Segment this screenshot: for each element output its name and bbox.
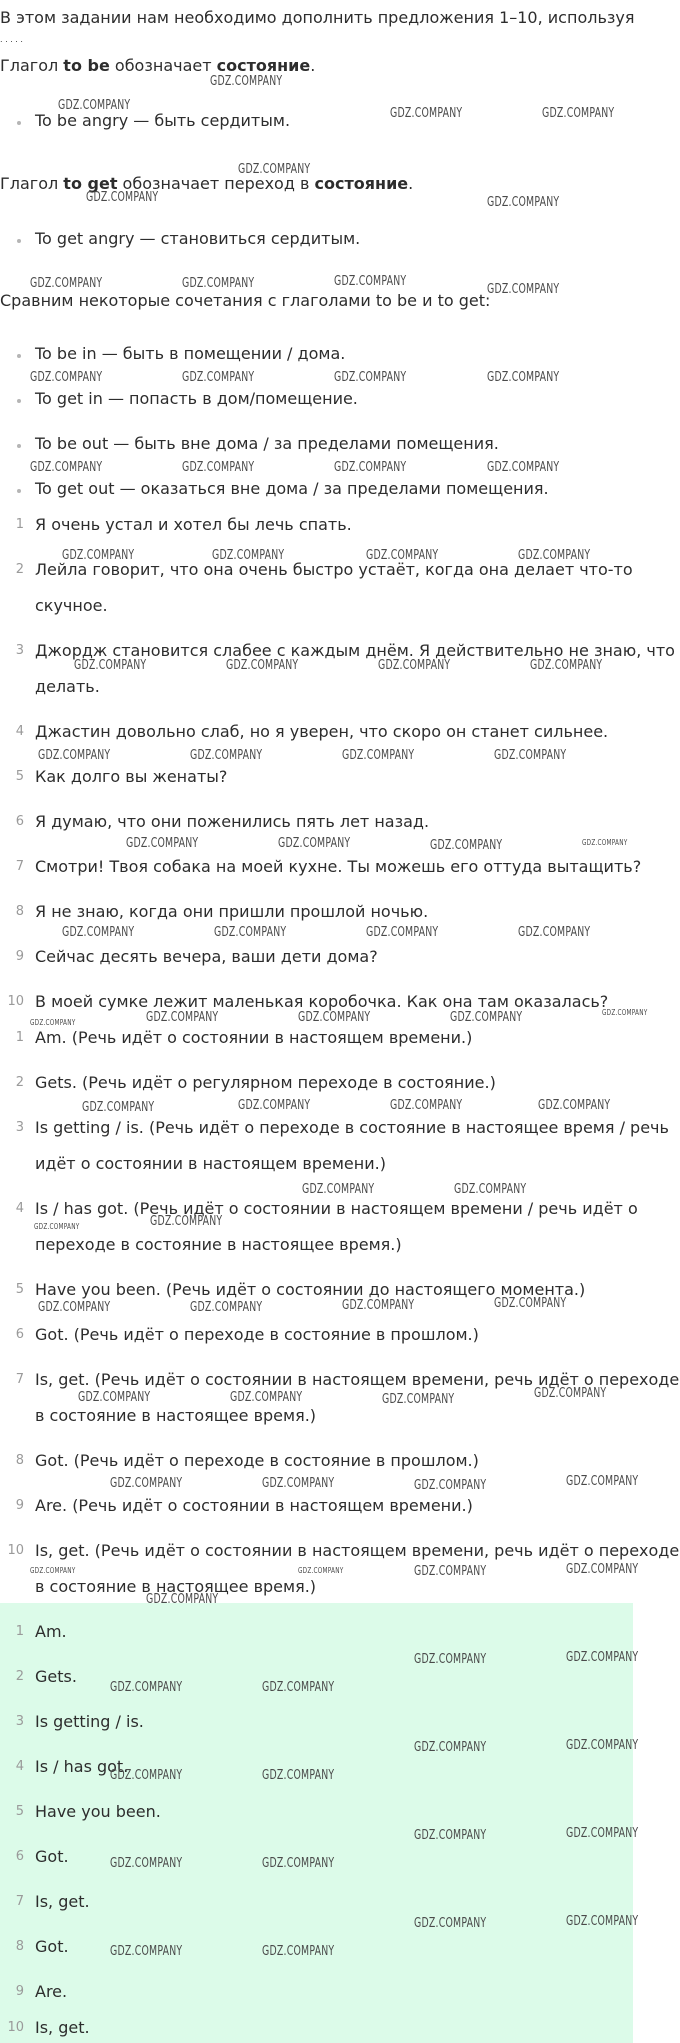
watermark: GDZ.COMPANY [262,1476,335,1491]
item-number: 6 [15,814,24,829]
explanation: Got. (Речь идёт о переходе в состояние в прошлом.) [35,1451,479,1470]
watermark: GDZ.COMPANY [366,548,439,563]
answer: Is, get. [35,1892,90,1911]
watermark: GDZ.COMPANY [494,1296,567,1311]
sentence: Я думаю, что они поженились пять лет назад. [35,812,430,831]
sentence: Джордж становится слабее с каждым днём. Я действительно не знаю, что [35,641,675,660]
watermark: GDZ.COMPANY [538,1098,611,1113]
watermark: GDZ.COMPANY [62,548,135,563]
watermark: GDZ.COMPANY [212,548,285,563]
get-suffix: . [408,174,414,193]
watermark: GDZ.COMPANY [566,1650,639,1665]
watermark: GDZ.COMPANY [110,1944,183,1959]
item-number: 7 [15,859,24,874]
compare-item: To be in — быть в помещении / дома. [35,344,346,363]
watermark: GDZ.COMPANY [487,195,560,210]
watermark: GDZ.COMPANY [38,1300,111,1315]
watermark: GDZ.COMPANY [382,1392,455,1407]
watermark: GDZ.COMPANY [414,1916,487,1931]
watermark: GDZ.COMPANY [450,1010,523,1025]
watermark: GDZ.COMPANY [566,1474,639,1489]
get-noun: состояние [314,174,409,193]
sentence: Сейчас десять вечера, ваши дети дома? [35,947,378,966]
item-number: 10 [7,994,24,1009]
explanation: Is, get. (Речь идёт о состоянии в настоящем времени, речь идёт о переходе [35,1370,680,1389]
compare-item: To be out — быть вне дома / за пределами помещения. [35,434,499,453]
answer: Is / has got. [35,1757,129,1776]
watermark: GDZ.COMPANY [582,838,628,847]
watermark: GDZ.COMPANY [110,1680,183,1695]
compare-item: To get out — оказаться вне дома / за пределами помещения. [35,479,549,498]
intro-text: В этом задании нам необходимо дополнить предложения 1–10, используя [0,8,635,27]
explanation: Is / has got. (Речь идёт о состоянии в настоящем времени / речь идёт о [35,1199,638,1218]
get-prefix: Глагол [0,174,64,193]
sentence: Я очень устал и хотел бы лечь спать. [35,515,352,534]
watermark: GDZ.COMPANY [566,1826,639,1841]
item-number: 9 [15,949,24,964]
get-middle: обозначает переход в [117,174,315,193]
item-number: 8 [15,1453,24,1468]
be-verb: to be [63,56,110,75]
sentence-cont: скучное. [35,596,108,615]
sentence-cont: делать. [35,677,100,696]
be-suffix: . [310,56,316,75]
item-number: 4 [15,1759,24,1774]
watermark: GDZ.COMPANY [182,276,255,291]
item-number: 1 [15,1624,24,1639]
item-number: 8 [15,1939,24,1954]
watermark: GDZ.COMPANY [62,925,135,940]
be-noun: состояние [216,56,311,75]
get-definition [0,174,413,194]
item-number: 2 [15,562,24,577]
watermark: GDZ.COMPANY [30,1566,76,1575]
watermark: GDZ.COMPANY [30,1018,76,1027]
item-number: 1 [15,517,24,532]
explanation: Are. (Речь идёт о состоянии в настоящем времени.) [35,1496,473,1515]
watermark: GDZ.COMPANY [534,1386,607,1401]
watermark: GDZ.COMPANY [487,460,560,475]
explanation: Is, get. (Речь идёт о состоянии в настоящем времени, речь идёт о переходе [35,1541,680,1560]
watermark: GDZ.COMPANY [78,1390,151,1405]
watermark: GDZ.COMPANY [366,925,439,940]
watermark: GDZ.COMPANY [566,1738,639,1753]
watermark: GDZ.COMPANY [454,1182,527,1197]
watermark: GDZ.COMPANY [190,748,263,763]
watermark: GDZ.COMPANY [278,836,351,851]
watermark: GDZ.COMPANY [602,1008,648,1017]
item-number: 8 [15,904,24,919]
watermark: GDZ.COMPANY [542,106,615,121]
answer: Is, get. [35,2018,90,2037]
intro-text-cut: . . . . . [0,37,23,42]
item-number: 10 [7,1543,24,1558]
watermark: GDZ.COMPANY [390,106,463,121]
item-number: 2 [15,1075,24,1090]
explanation: Am. (Речь идёт о состоянии в настоящем времени.) [35,1028,473,1047]
watermark: GDZ.COMPANY [226,658,299,673]
watermark: GDZ.COMPANY [38,748,111,763]
watermark: GDZ.COMPANY [334,274,407,289]
watermark: GDZ.COMPANY [214,925,287,940]
bullet [17,121,21,125]
be-definition [0,56,315,76]
watermark: GDZ.COMPANY [110,1476,183,1491]
get-verb: to get [63,174,118,193]
watermark: GDZ.COMPANY [298,1566,344,1575]
compare-heading: Сравним некоторые сочетания с глаголами to be и to get: [0,291,491,310]
watermark: GDZ.COMPANY [82,1100,155,1115]
bullet [17,239,21,243]
item-number: 3 [15,1714,24,1729]
sentence: Джастин довольно слаб, но я уверен, что скоро он станет сильнее. [35,722,609,741]
item-number: 5 [15,1282,24,1297]
answer: Am. [35,1622,67,1641]
watermark: GDZ.COMPANY [34,1222,80,1231]
watermark: GDZ.COMPANY [566,1562,639,1577]
explanation: Gets. (Речь идёт о регулярном переходе в состояние.) [35,1073,496,1092]
watermark: GDZ.COMPANY [74,658,147,673]
watermark: GDZ.COMPANY [342,1298,415,1313]
watermark: GDZ.COMPANY [58,98,131,113]
watermark: GDZ.COMPANY [238,1098,311,1113]
watermark: GDZ.COMPANY [530,658,603,673]
watermark: GDZ.COMPANY [126,836,199,851]
watermark: GDZ.COMPANY [334,370,407,385]
item-number: 3 [15,1120,24,1135]
answer: Got. [35,1847,69,1866]
item-number: 1 [15,1030,24,1045]
watermark: GDZ.COMPANY [518,548,591,563]
item-number: 3 [15,643,24,658]
watermark: GDZ.COMPANY [86,190,159,205]
watermark: GDZ.COMPANY [110,1856,183,1871]
watermark: GDZ.COMPANY [210,74,283,89]
watermark: GDZ.COMPANY [182,460,255,475]
bullet [17,489,21,493]
sentence: Смотри! Твоя собака на моей кухне. Ты можешь его оттуда вытащить? [35,857,642,876]
watermark: GDZ.COMPANY [230,1390,303,1405]
watermark: GDZ.COMPANY [262,1680,335,1695]
item-number: 4 [15,724,24,739]
watermark: GDZ.COMPANY [390,1098,463,1113]
watermark: GDZ.COMPANY [150,1214,223,1229]
watermark: GDZ.COMPANY [342,748,415,763]
item-number: 7 [15,1372,24,1387]
explanation: Is getting / is. (Речь идёт о переходе в состояние в настоящее время / речь [35,1118,669,1137]
item-number: 6 [15,1327,24,1342]
explanation: Got. (Речь идёт о переходе в состояние в прошлом.) [35,1325,479,1344]
watermark: GDZ.COMPANY [494,748,567,763]
watermark: GDZ.COMPANY [262,1856,335,1871]
sentence: Я не знаю, когда они пришли прошлой ночью. [35,902,429,921]
sentence: В моей сумке лежит маленькая коробочка. Как она там оказалась? [35,992,609,1011]
watermark: GDZ.COMPANY [414,1564,487,1579]
be-middle: обозначает [109,56,217,75]
watermark: GDZ.COMPANY [146,1592,219,1607]
item-number: 10 [7,2020,24,2035]
watermark: GDZ.COMPANY [298,1010,371,1025]
answer: Is getting / is. [35,1712,144,1731]
explanation-cont: в состояние в настоящее время.) [35,1406,317,1425]
explanation-cont: в состояние в настоящее время.) [35,1577,317,1596]
answers-panel [0,1603,633,2043]
watermark: GDZ.COMPANY [190,1300,263,1315]
item-number: 4 [15,1201,24,1216]
explanation-cont: переходе в состояние в настоящее время.) [35,1235,402,1254]
item-number: 9 [15,1984,24,1999]
watermark: GDZ.COMPANY [182,370,255,385]
watermark: GDZ.COMPANY [566,1914,639,1929]
watermark: GDZ.COMPANY [30,370,103,385]
sentence: Как долго вы женаты? [35,767,228,786]
watermark: GDZ.COMPANY [414,1740,487,1755]
watermark: GDZ.COMPANY [487,282,560,297]
item-number: 5 [15,1804,24,1819]
get-example: To get angry — становиться сердитым. [35,229,361,248]
watermark: GDZ.COMPANY [518,925,591,940]
watermark: GDZ.COMPANY [110,1768,183,1783]
watermark: GDZ.COMPANY [30,276,103,291]
answer: Have you been. [35,1802,161,1821]
be-prefix: Глагол [0,56,64,75]
explanation-cont: идёт о состоянии в настоящем времени.) [35,1154,386,1173]
watermark: GDZ.COMPANY [146,1010,219,1025]
explanation: Have you been. (Речь идёт о состоянии до настоящего момента.) [35,1280,586,1299]
watermark: GDZ.COMPANY [414,1652,487,1667]
item-number: 7 [15,1894,24,1909]
answer: Gets. [35,1667,77,1686]
be-example: To be angry — быть сердитым. [35,111,291,130]
watermark: GDZ.COMPANY [30,460,103,475]
bullet [17,444,21,448]
watermark: GDZ.COMPANY [487,370,560,385]
compare-item: To get in — попасть в дом/помещение. [35,389,358,408]
watermark: GDZ.COMPANY [334,460,407,475]
item-number: 6 [15,1849,24,1864]
item-number: 2 [15,1669,24,1684]
answer: Are. [35,1982,68,2001]
item-number: 9 [15,1498,24,1513]
watermark: GDZ.COMPANY [262,1768,335,1783]
watermark: GDZ.COMPANY [378,658,451,673]
bullet [17,354,21,358]
item-number: 5 [15,769,24,784]
watermark: GDZ.COMPANY [414,1478,487,1493]
sentence: Лейла говорит, что она очень быстро устаёт, когда она делает что-то [35,560,633,579]
watermark: GDZ.COMPANY [238,162,311,177]
bullet [17,399,21,403]
watermark: GDZ.COMPANY [430,838,503,853]
watermark: GDZ.COMPANY [262,1944,335,1959]
watermark: GDZ.COMPANY [414,1828,487,1843]
watermark: GDZ.COMPANY [302,1182,375,1197]
answer: Got. [35,1937,69,1956]
